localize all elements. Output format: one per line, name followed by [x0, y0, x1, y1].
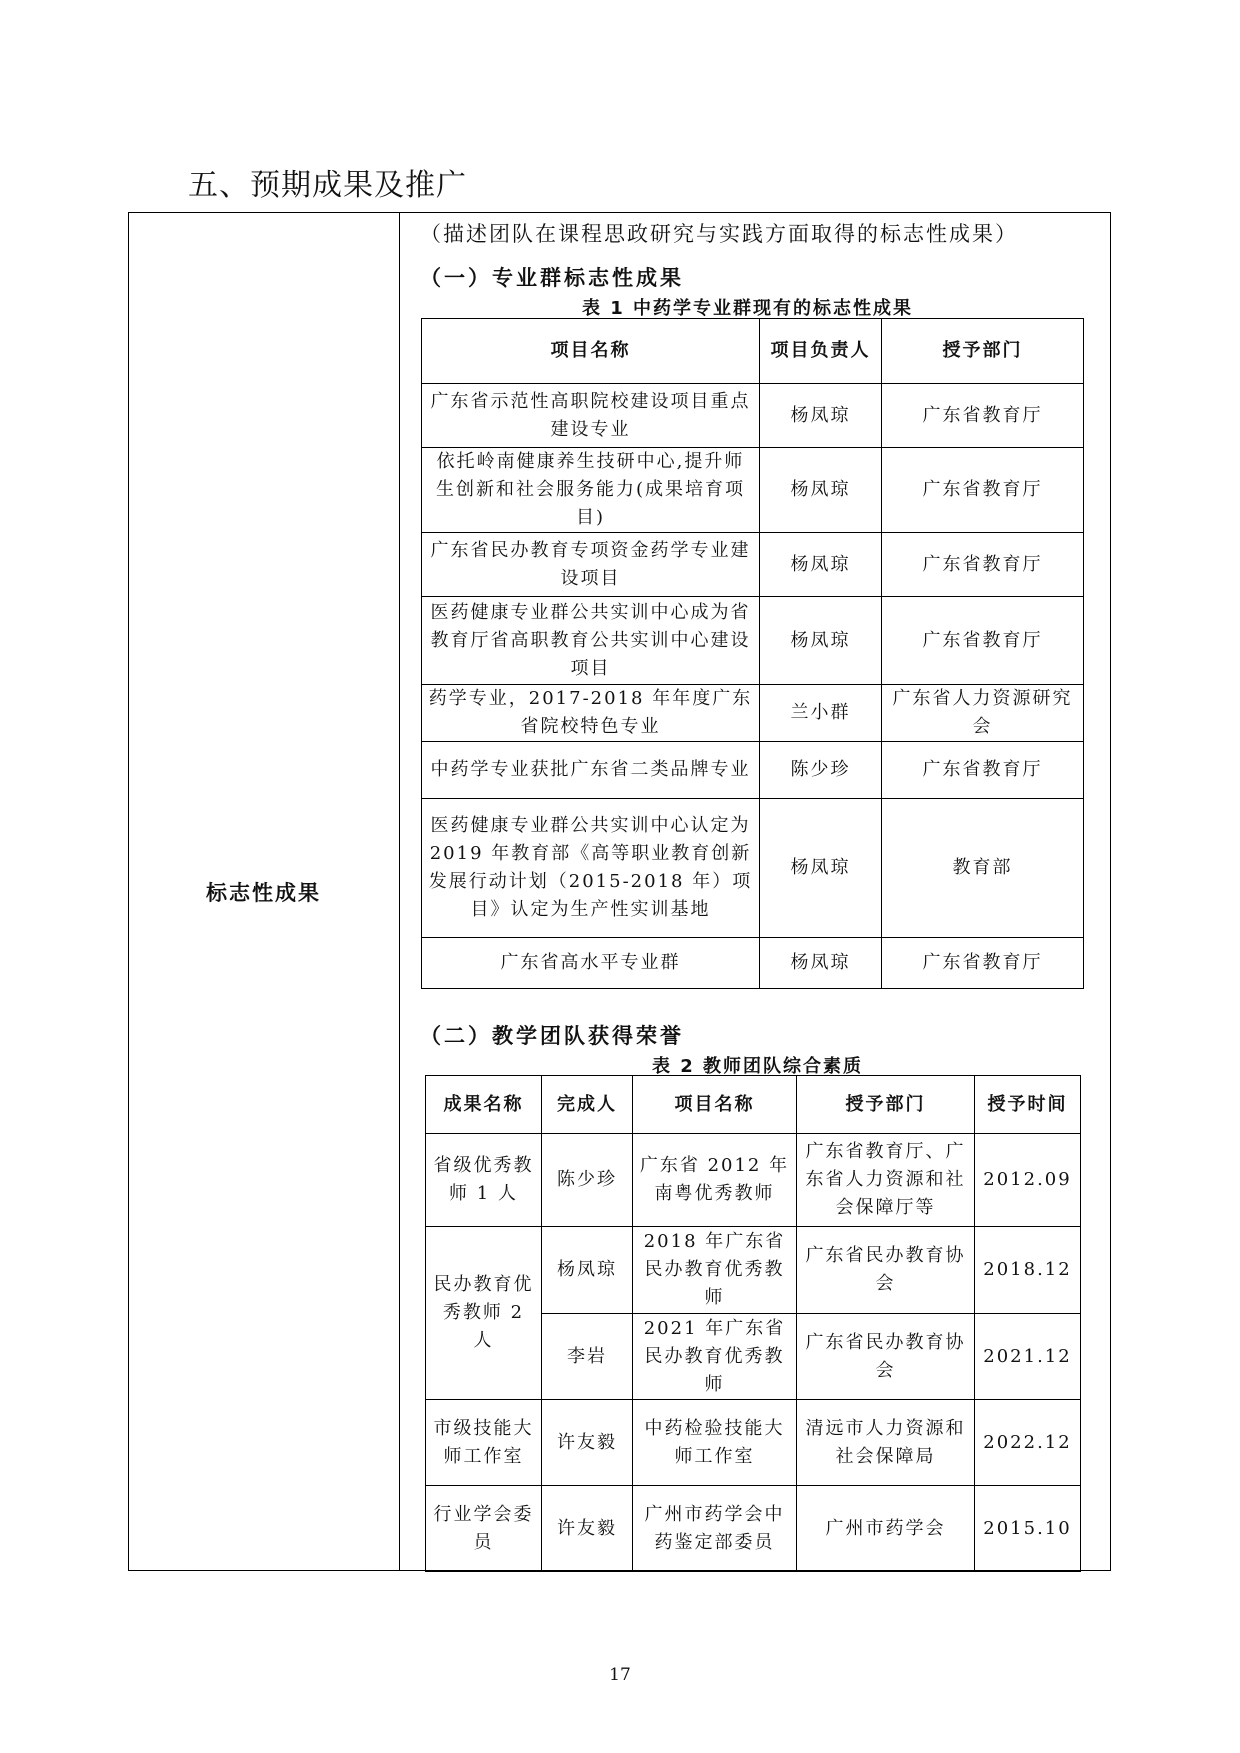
table-row — [422, 938, 1084, 989]
table-cell: 广东省教育厅 — [882, 938, 1084, 989]
table-row — [422, 799, 1084, 938]
table-row — [422, 597, 1084, 685]
table-cell: 2018 年广东省民办教育优秀教师 — [633, 1227, 797, 1314]
table-cell: 行业学会委员 — [426, 1486, 542, 1572]
table-cell: 广东省民办教育协会 — [797, 1227, 975, 1314]
table-cell: 广东省教育厅、广东省人力资源和社会保障厅等 — [797, 1134, 975, 1227]
table-row — [422, 685, 1084, 742]
table2-header-row — [426, 1076, 1081, 1134]
section1-title: （一）专业群标志性成果 — [420, 266, 684, 290]
table-row — [422, 742, 1084, 799]
table-cell: 2021 年广东省民办教育优秀教师 — [633, 1314, 797, 1400]
table-cell: 依托岭南健康养生技研中心,提升师生创新和社会服务能力(成果培育项目) — [422, 448, 760, 533]
table-cell: 杨凤琼 — [760, 799, 882, 938]
table-cell: 2012.09 — [975, 1134, 1081, 1227]
table2-header-cell: 授予部门 — [797, 1076, 975, 1134]
section2-title: （二）教学团队获得荣誉 — [420, 1024, 684, 1048]
table-cell: 杨凤琼 — [760, 597, 882, 685]
table-row — [426, 1400, 1081, 1486]
table-cell: 广州市药学会 — [797, 1486, 975, 1572]
table-cell: 广东省 2012 年南粤优秀教师 — [633, 1134, 797, 1227]
table-cell: 许友毅 — [542, 1486, 633, 1572]
page-heading: 五、预期成果及推广 — [188, 168, 467, 203]
table-cell: 清远市人力资源和社会保障局 — [797, 1400, 975, 1486]
table-cell: 广东省教育厅 — [882, 384, 1084, 448]
table-cell: 教育部 — [882, 799, 1084, 938]
row-label: 标志性成果 — [206, 881, 321, 905]
table-cell: 广东省教育厅 — [882, 533, 1084, 597]
table-cell: 医药健康专业群公共实训中心成为省教育厅省高职教育公共实训中心建设项目 — [422, 597, 760, 685]
table-row — [422, 384, 1084, 448]
table2-header-cell: 完成人 — [542, 1076, 633, 1134]
table-cell: 杨凤琼 — [542, 1227, 633, 1314]
table-cell: 杨凤琼 — [760, 384, 882, 448]
table2-header-cell: 成果名称 — [426, 1076, 542, 1134]
table-cell: 药学专业，2017-2018 年年度广东省院校特色专业 — [422, 685, 760, 742]
table-cell: 兰小群 — [760, 685, 882, 742]
table-row — [422, 533, 1084, 597]
page-number: 17 — [609, 1665, 631, 1685]
table-cell: 2018.12 — [975, 1227, 1081, 1314]
table-row — [426, 1227, 1081, 1314]
table-cell: 民办教育优秀教师 2 人 — [426, 1227, 542, 1400]
table-row — [426, 1486, 1081, 1572]
table-cell: 广东省民办教育协会 — [797, 1314, 975, 1400]
table-cell: 2022.12 — [975, 1400, 1081, 1486]
table2-header-cell: 项目名称 — [633, 1076, 797, 1134]
table-cell: 广东省人力资源研究会 — [882, 685, 1084, 742]
form-divider — [399, 212, 400, 1571]
table-cell: 中药检验技能大师工作室 — [633, 1400, 797, 1486]
table-cell: 广东省民办教育专项资金药学专业建设项目 — [422, 533, 760, 597]
table-cell: 杨凤琼 — [760, 533, 882, 597]
table-cell: 中药学专业获批广东省二类品牌专业 — [422, 742, 760, 799]
table-cell: 李岩 — [542, 1314, 633, 1400]
table-cell: 许友毅 — [542, 1400, 633, 1486]
table-cell: 陈少珍 — [542, 1134, 633, 1227]
table-cell: 市级技能大师工作室 — [426, 1400, 542, 1486]
table-cell: 杨凤琼 — [760, 938, 882, 989]
table1-header-cell: 授予部门 — [882, 319, 1084, 384]
table1 — [421, 318, 1084, 989]
table-cell: 广东省高水平专业群 — [422, 938, 760, 989]
table-row — [422, 448, 1084, 533]
table1-header-cell: 项目名称 — [422, 319, 760, 384]
table1-caption: 表 1 中药学专业群现有的标志性成果 — [582, 298, 914, 319]
table2-caption: 表 2 教师团队综合素质 — [652, 1056, 864, 1077]
table2-header-cell: 授予时间 — [975, 1076, 1081, 1134]
table-cell: 广东省示范性高职院校建设项目重点建设专业 — [422, 384, 760, 448]
table-cell: 广东省教育厅 — [882, 597, 1084, 685]
table-cell: 杨凤琼 — [760, 448, 882, 533]
table2 — [425, 1075, 1081, 1572]
table-cell: 2021.12 — [975, 1314, 1081, 1400]
table-cell: 2015.10 — [975, 1486, 1081, 1572]
table-cell: 广东省教育厅 — [882, 448, 1084, 533]
table1-header-cell: 项目负责人 — [760, 319, 882, 384]
table-cell: 省级优秀教师 1 人 — [426, 1134, 542, 1227]
table-cell: 陈少珍 — [760, 742, 882, 799]
intro-text: （描述团队在课程思政研究与实践方面取得的标志性成果） — [420, 222, 1018, 246]
table-cell: 广东省教育厅 — [882, 742, 1084, 799]
table1-header-row — [422, 319, 1084, 384]
table-row — [426, 1134, 1081, 1227]
table-cell: 广州市药学会中药鉴定部委员 — [633, 1486, 797, 1572]
table-cell: 医药健康专业群公共实训中心认定为 2019 年教育部《高等职业教育创新发展行动计划（2015-2018 年）项目》认定为生产性实训基地 — [422, 799, 760, 938]
